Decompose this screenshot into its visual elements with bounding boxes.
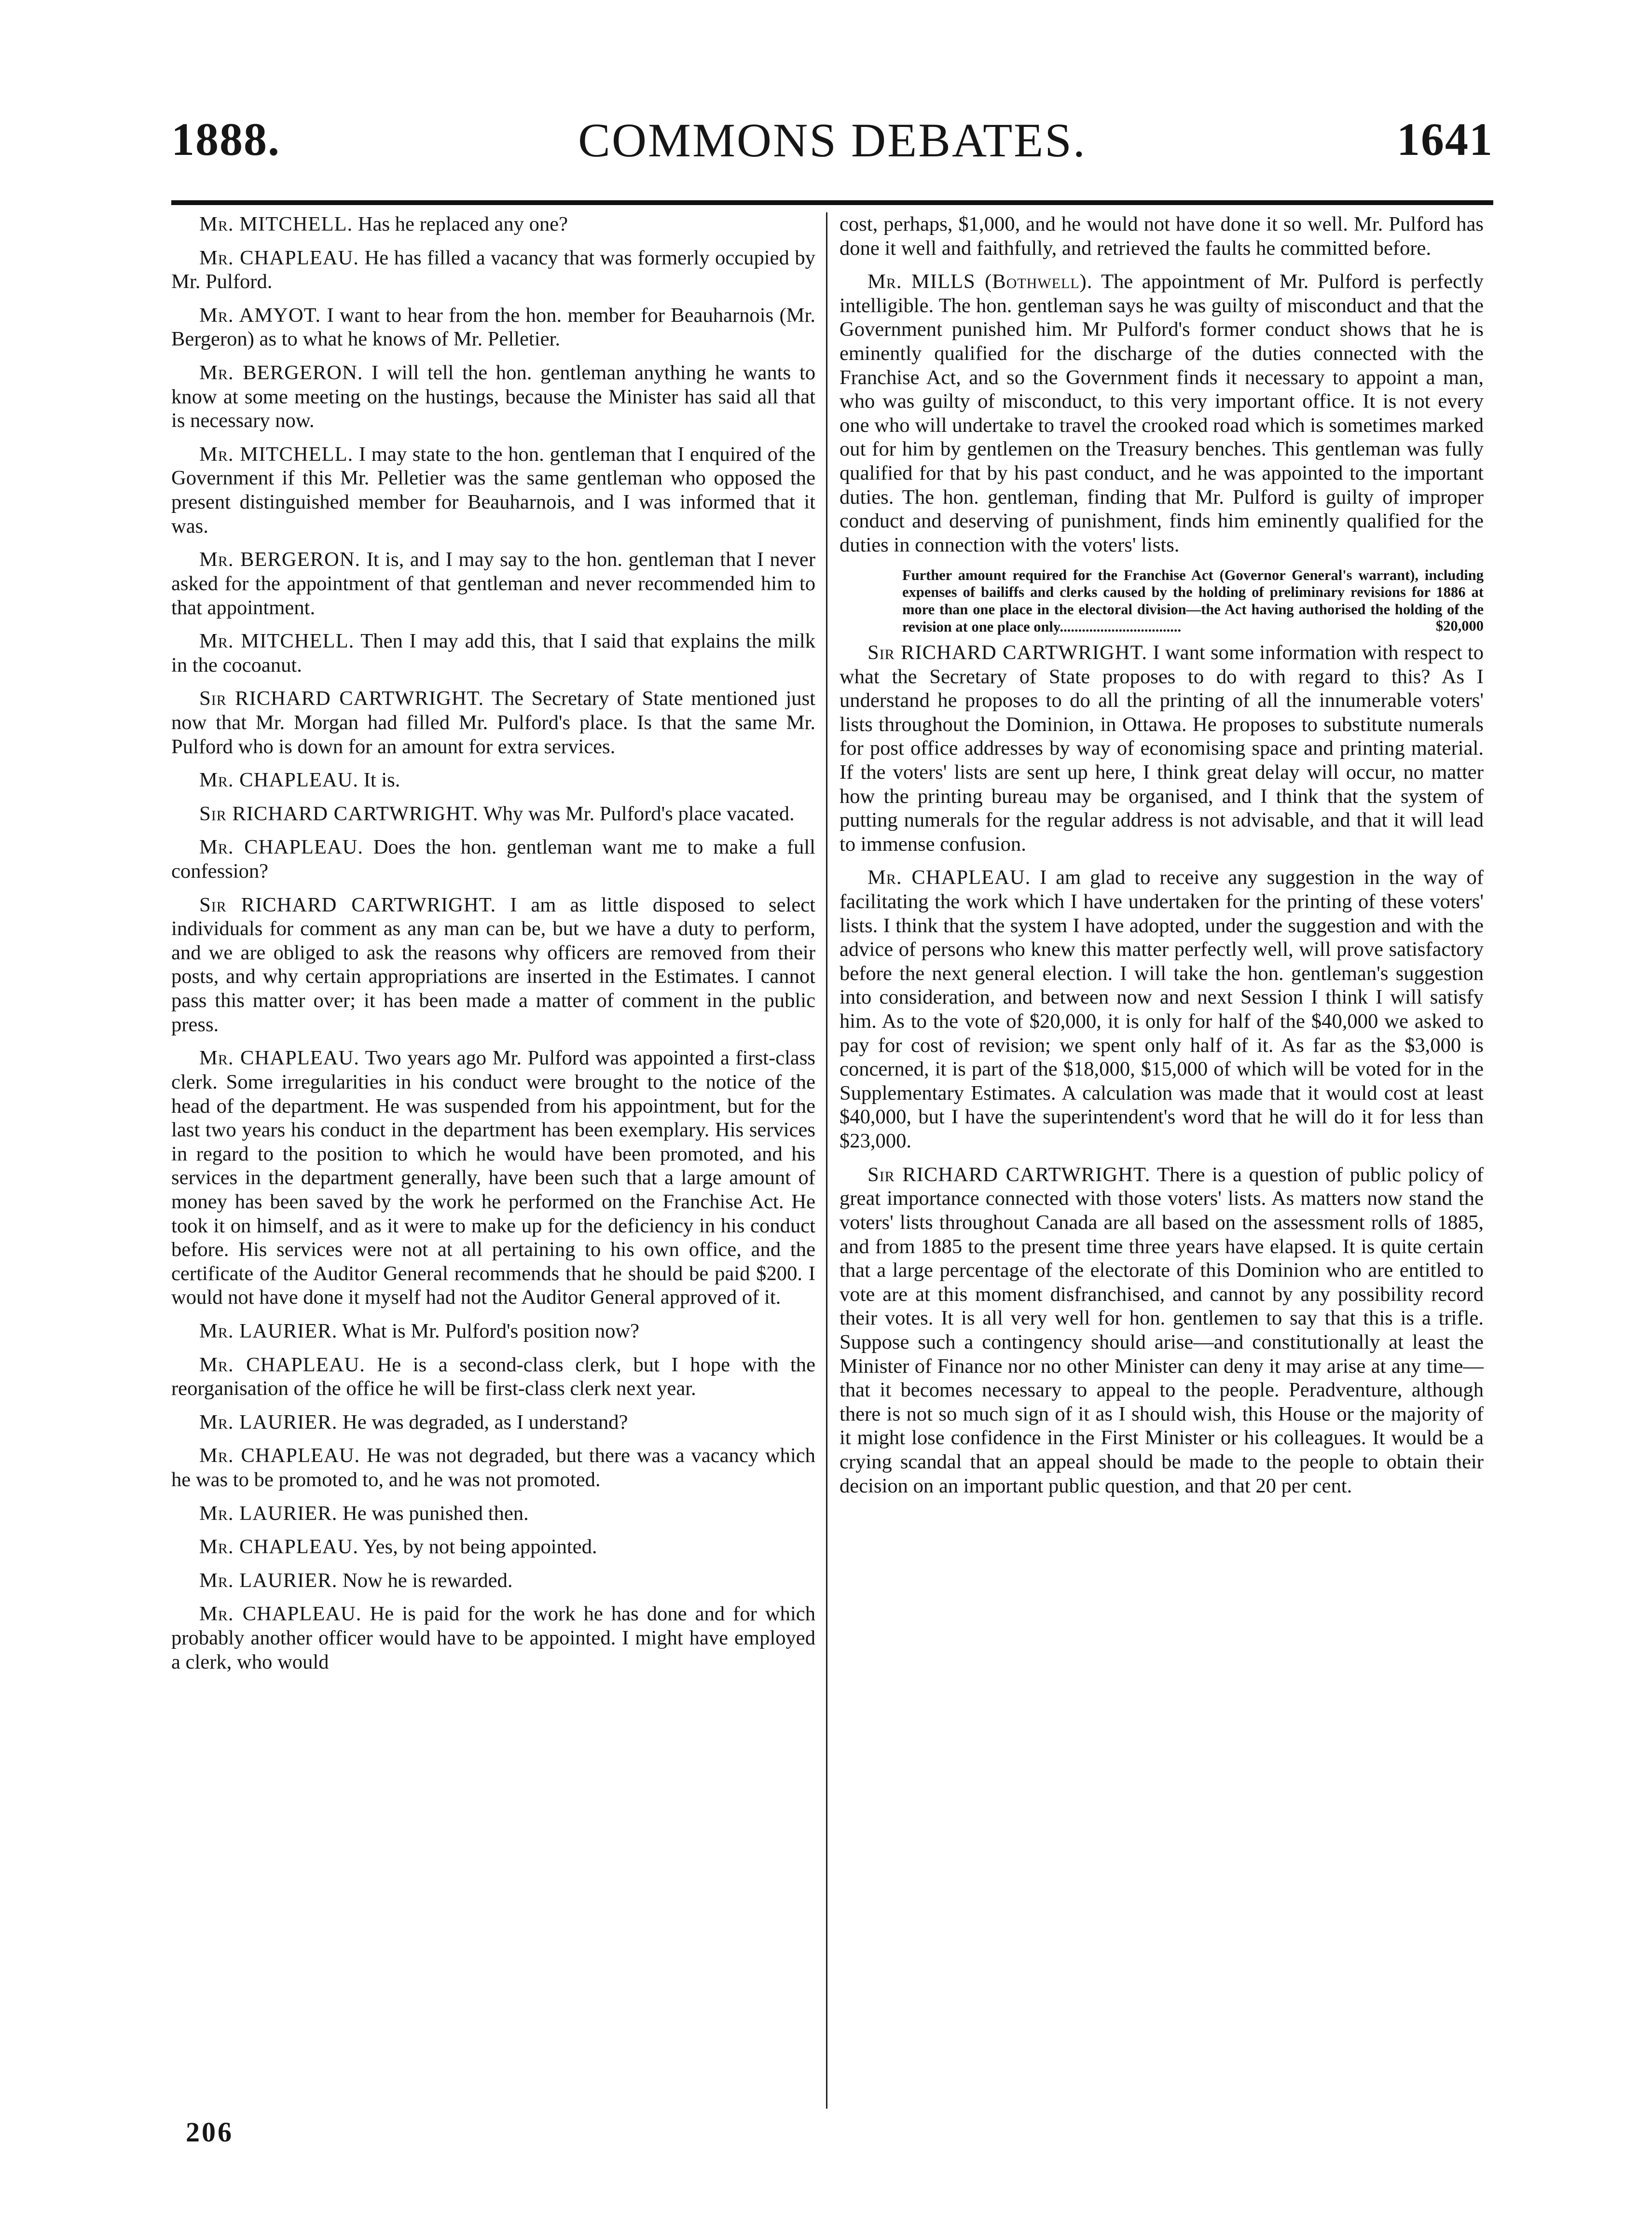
speaker-name: Mr. LAURIER.: [199, 1410, 338, 1434]
speaker-name: Mr. MITCHELL.: [199, 213, 353, 235]
speaker-name: Mr. CHAPLEAU.: [199, 1353, 365, 1376]
speech-paragraph: [171, 1569, 815, 1593]
speaker-name: Sir RICHARD CARTWRIGHT.: [199, 802, 479, 825]
right-column-bottom: [840, 641, 1484, 1498]
speech-paragraph: [171, 548, 815, 620]
speech-paragraph: [171, 1046, 815, 1310]
estimate-text: Further amount required for the Franchise Act (Governor General's warrant), including expenses of bailiffs and clerks caused by the holding of preliminary revisions for 1886 at more than one place in the electoral division—the Act having authorised the holding of the revision at one place only.................................: [902, 566, 1484, 635]
column-divider: [826, 212, 827, 2109]
header-rule: [171, 200, 1493, 205]
header-title: COMMONS DEBATES.: [578, 113, 1087, 167]
speech-text: He is paid for the work he has done and for which probably another officer would have to be appointed. I might have employed a clerk, who would: [171, 1602, 815, 1673]
speaker-name: Sir RICHARD CARTWRIGHT.: [867, 1163, 1151, 1186]
speech-text: I will tell the hon. gentleman anything he wants to know at some meeting on the hustings, because the Minister has said all that is necessary now.: [171, 361, 815, 432]
speech-paragraph: [171, 1319, 815, 1343]
speech-paragraph: [171, 835, 815, 883]
speech-paragraph: [171, 1535, 815, 1559]
speaker-name: Mr. MITCHELL.: [199, 630, 355, 653]
speaker-name: Mr. CHAPLEAU.: [199, 836, 364, 859]
speech-paragraph: [171, 802, 815, 826]
speaker-name: Mr. AMYOT.: [199, 304, 321, 327]
speech-text: He was punished then.: [343, 1502, 529, 1525]
speech-paragraph: [171, 442, 815, 538]
speech-text: The appointment of Mr. Pulford is perfectly intelligible. The hon. gentleman says he was guilty of misconduct and that the Government punished him. Mr Pulford's former conduct shows that he is eminently qualified for the discharge of the duties connected with the Franchise Act, and so the Government finds it necessary to appoint a man, who was guilty of misconduct, to this very important office. It is not every one who will undertake to travel the crooked road which is sometimes marked out for him by gentlemen on the Treasury benches. This gentleman was fully qualified for that by his past conduct, and he was appointed to the important duties. The hon. gentleman, finding that Mr. Pulford is guilty of improper conduct and deserving of punishment, finds him eminently qualified for the duties in connection with the voters' lists.: [840, 270, 1484, 556]
speaker-name: Mr. CHAPLEAU.: [199, 246, 359, 269]
speaker-name: Mr. CHAPLEAU.: [199, 1602, 362, 1626]
speaker-name: Mr. LAURIER.: [199, 1502, 338, 1525]
speech-paragraph: [840, 866, 1484, 1153]
speech-text: It is, and I may say to the hon. gentleman that I never asked for the appointment of that gentleman and never recommended him to that appointment.: [171, 548, 816, 619]
speaker-name: Mr. CHAPLEAU.: [867, 866, 1031, 889]
right-column: [840, 212, 1484, 1507]
speech-paragraph: [171, 687, 815, 759]
speech-paragraph: [171, 304, 815, 351]
speech-paragraph: [171, 1410, 815, 1435]
speaker-name: Mr. CHAPLEAU.: [199, 1047, 359, 1070]
speech-text: What is Mr. Pulford's position now?: [342, 1319, 640, 1342]
page-header: [171, 104, 1493, 181]
speaker-name: Sir RICHARD CARTWRIGHT.: [199, 893, 496, 916]
speaker-name: Mr. MILLS (Bothwell).: [867, 270, 1093, 293]
speech-paragraph: [171, 1602, 815, 1674]
speech-text: He is a second-class clerk, but I hope with the reorganisation of the office he will be first-class clerk next year.: [171, 1353, 815, 1400]
right-column-top: [840, 212, 1484, 557]
speaker-name: Mr. CHAPLEAU.: [199, 1444, 360, 1467]
speech-paragraph: [171, 1444, 815, 1491]
header-year: 1888.: [171, 113, 280, 165]
speech-text: He was not degraded, but there was a vacancy which he was to be promoted to, and he was not promoted.: [171, 1444, 815, 1491]
speech-text: Yes, by not being appointed.: [363, 1535, 597, 1559]
speech-text: There is a question of public policy of great importance connected with those voters' lists. As matters now stand the voters' lists throughout Canada are all based on the assessment rolls of 1885, and from 1885 to the present time three years have elapsed. It is quite certain that a large percentage of the electorate of this Dominion who are entitled to vote are at this moment disfranchised, and cannot by any possibility record their votes. It is all very well for hon. gentlemen to say that this is a trifle. Suppose such a contingency should arise—and constitutionally at least the Minister of Finance nor no other Minister can deny it may arise at any time—that it becomes necessary to appeal to the people. Peradventure, although there is not so much sign of it as I should wish, this House or the majority of it might lose confidence in the First Minister or his colleagues. It would be a crying scandal that an appeal should be made to the people to obtain their decision on an important public question, and that 20 per cent.: [840, 1163, 1484, 1497]
speaker-name: Mr. MITCHELL.: [199, 442, 354, 466]
speaker-name: Sir RICHARD CARTWRIGHT.: [199, 687, 484, 710]
left-column: [171, 212, 815, 1684]
speech-paragraph: [171, 246, 815, 294]
speech-text: Then I may add this, that I said that explains the milk in the cocoanut.: [171, 630, 815, 677]
speech-text: I want some information with respect to what the Secretary of State proposes to do with regard to this? As I understand he proposes to do all the printing of all the innumerable voters' lists throughout the Dominion, in Ottawa. He proposes to substitute numerals for post office addresses by way of economising space and printing material. If the voters' lists are sent up here, I think great delay will occur, no matter how the printing bureau may be organised, and I think that the system of putting numerals for the regular address is not advisable, and that it will lead to immense confusion.: [840, 641, 1484, 856]
speech-text: I am as little disposed to select individuals for comment as any man can be, but we have a duty to perform, and we are obliged to ask the reasons why officers are removed from their posts, and why certain appropriations are inserted in the Estimates. I cannot pass this matter over; it has been made a matter of comment in the public press.: [171, 893, 815, 1036]
speech-paragraph: [840, 270, 1484, 557]
estimate-amount: $20,000: [1435, 618, 1484, 635]
speaker-name: Mr. BERGERON.: [199, 548, 361, 571]
speech-paragraph: [171, 361, 815, 433]
speech-paragraph: [840, 641, 1484, 856]
speech-text: Two years ago Mr. Pulford was appointed a first-class clerk. Some irregularities in his conduct were brought to the notice of the head of the department. He was suspended from his appointment, but for the last two years his conduct in the department has been exemplary. His services in regard to the position to which he would have been promoted, and his services in the department generally, have been such that a large amount of money has been saved by the work he performed on the Franchise Act. He took it on himself, and as it were to make up for the deficiency in his conduct before. His services were not at all pertaining to his own office, and the certificate of the Auditor General recommends that he should be paid $200. I would not have done it myself had not the Auditor General approved of it.: [171, 1047, 815, 1309]
speech-paragraph: [171, 1502, 815, 1526]
speech-text: I want to hear from the hon. member for Beauharnois (Mr. Bergeron) as to what he knows of Mr. Pelletier.: [171, 304, 815, 351]
speech-text: The Secretary of State mentioned just now that Mr. Morgan had filled Mr. Pulford's place. Is that the same Mr. Pulford who is down for an amount for extra services.: [171, 687, 815, 758]
speaker-name: Mr. CHAPLEAU.: [199, 1535, 359, 1559]
signature-mark: 206: [186, 2116, 234, 2148]
speech-paragraph: [171, 768, 815, 792]
speech-paragraph: [171, 1353, 815, 1401]
speech-text: Why was Mr. Pulford's place vacated.: [483, 802, 795, 825]
speech-text: It is.: [363, 769, 400, 792]
speaker-name: Mr. CHAPLEAU.: [199, 769, 359, 792]
speech-text: He was degraded, as I understand?: [343, 1410, 628, 1434]
speech-text: I may state to the hon. gentleman that I enquired of the Government if this Mr. Pelletier was the same gentleman who opposed the present distinguished member for Beauharnois, and I was informed that it was.: [171, 442, 815, 538]
speech-text: cost, perhaps, $1,000, and he would not have done it so well. Mr. Pulford has done it well and faithfully, and retrieved the faults he committed before.: [840, 213, 1484, 260]
speaker-name: Mr. BERGERON.: [199, 361, 363, 385]
speech-text: Now he is rewarded.: [343, 1569, 513, 1592]
speaker-name: Sir RICHARD CARTWRIGHT.: [867, 641, 1147, 664]
speech-paragraph: [840, 212, 1484, 260]
speech-paragraph: [171, 212, 815, 236]
speaker-name: Mr. LAURIER.: [199, 1569, 338, 1592]
estimate-item: [840, 567, 1484, 635]
speech-text: Has he replaced any one?: [358, 213, 568, 235]
speaker-name: Mr. LAURIER.: [199, 1319, 338, 1342]
speech-text: Does the hon. gentleman want me to make a full confession?: [171, 836, 815, 883]
speech-paragraph: [840, 1163, 1484, 1498]
speech-text: He has filled a vacancy that was formerly occupied by Mr. Pulford.: [171, 246, 815, 293]
header-page-number: 1641: [1397, 113, 1493, 165]
speech-paragraph: [171, 893, 815, 1037]
speech-text: I am glad to receive any suggestion in the way of facilitating the work which I have undertaken for the printing of these voters' lists. I think that the system I have adopted, under the suggestion and with the advice of persons who knew this matter perfectly well, will prove satisfactory before the next general election. I will take the hon. gentleman's suggestion into consideration, and between now and next Session I think I will satisfy him. As to the vote of $20,000, it is only for half of the $40,000 we asked to pay for cost of revision; we spent only half of it. As far as the $3,000 is concerned, it is part of the $18,000, $15,000 of which will be voted for in the Supplementary Estimates. A calculation was made that it would cost at least $40,000, but I have the superintendent's word that he will do it for less than $23,000.: [840, 866, 1484, 1153]
speech-paragraph: [171, 629, 815, 677]
